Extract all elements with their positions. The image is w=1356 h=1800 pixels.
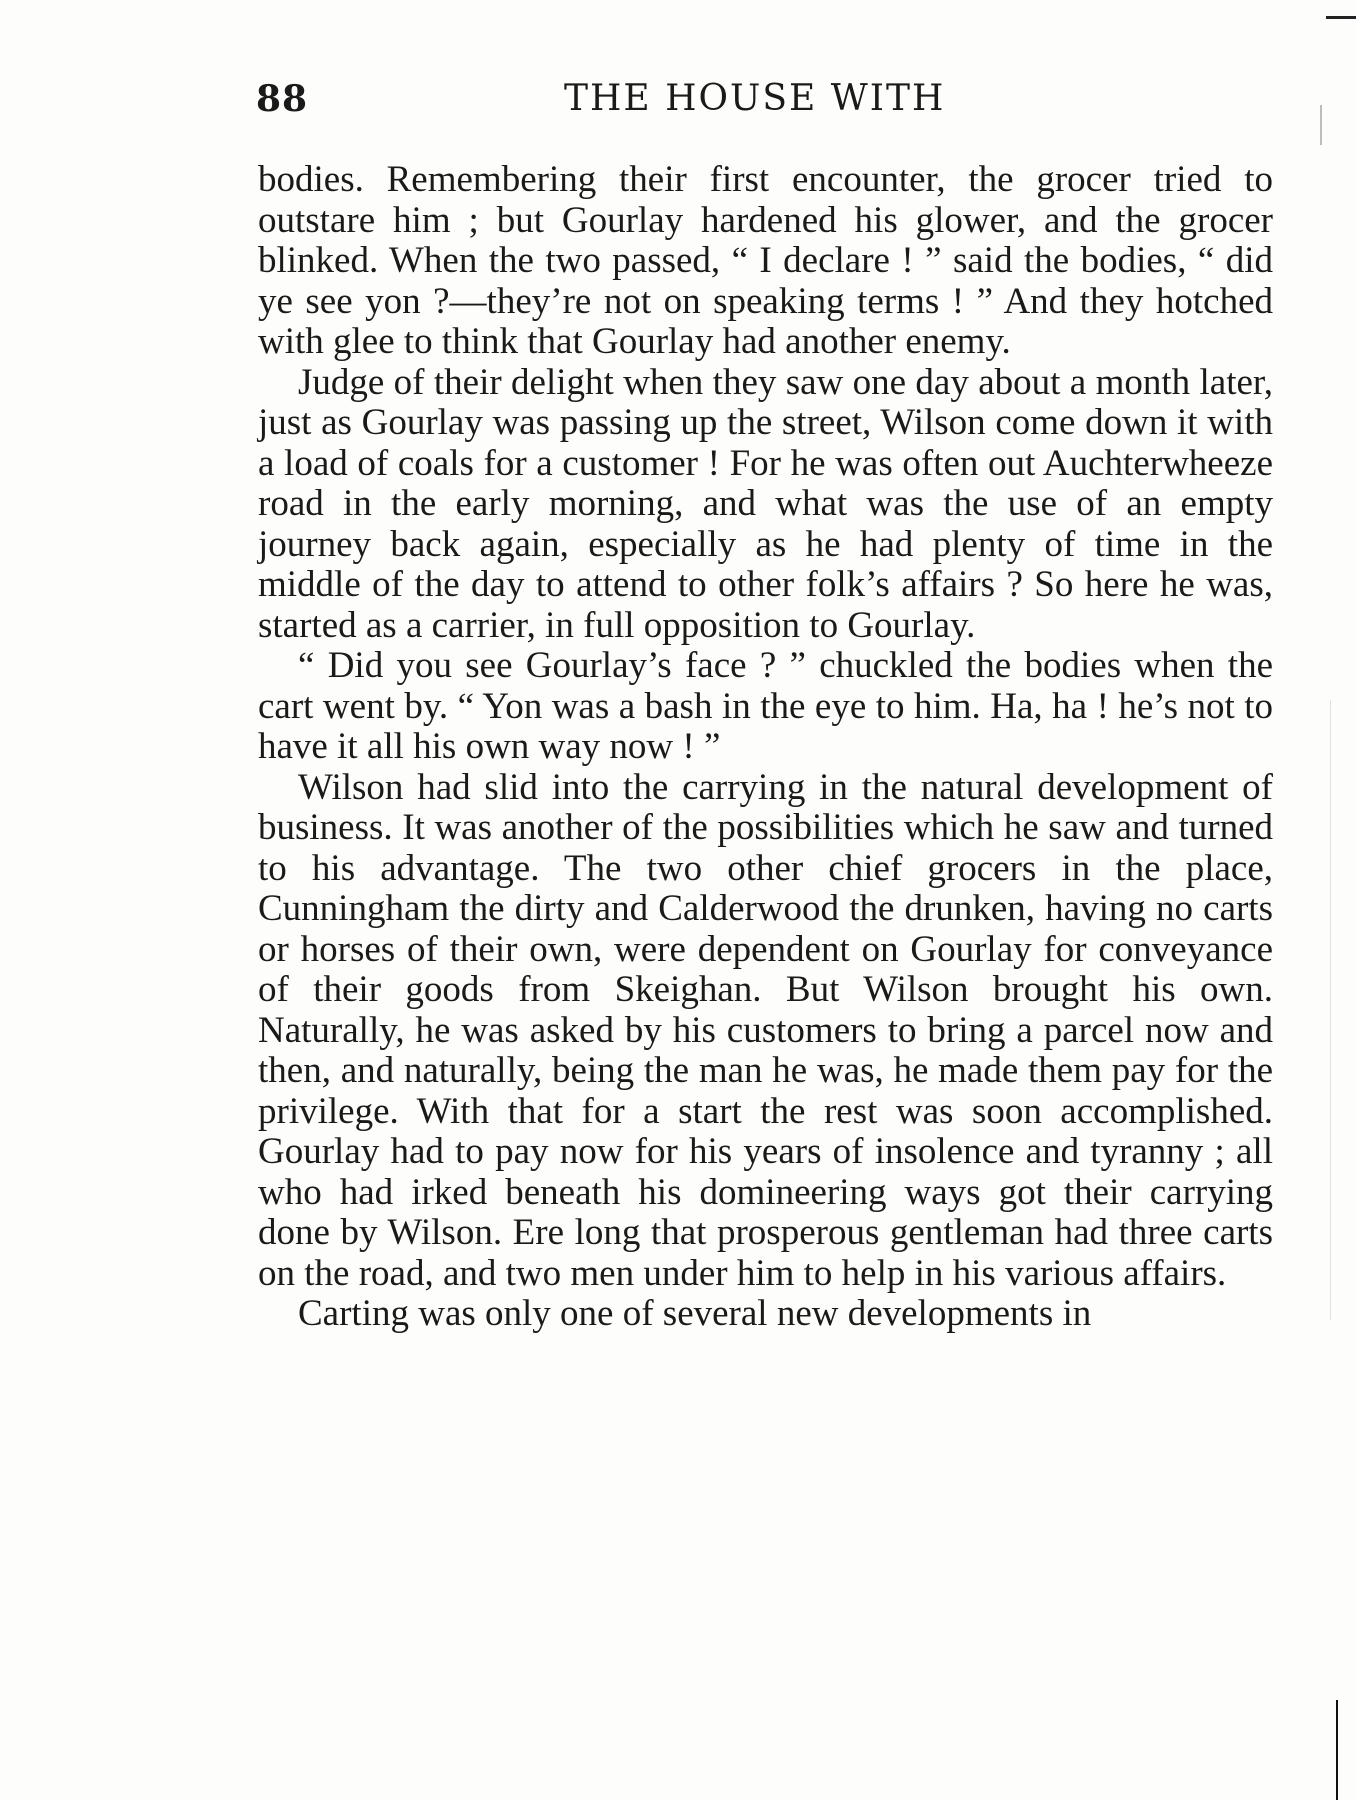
running-head: THE HOUSE WITH	[564, 78, 946, 119]
scan-edge-mark-top	[1320, 105, 1322, 145]
scan-edge-rule-bottom	[1336, 1700, 1338, 1800]
paragraph-3: “ Did you see Gourlay’s face ? ” chuckled the bodies when the cart went by. “ Yon was a bash in the eye to him. Ha, ha ! he’s not to have it all his own way now ! ”	[258, 645, 1273, 767]
body-text	[258, 160, 1273, 1335]
page-header	[256, 78, 1276, 128]
paragraph-5: Carting was only one of several new developments in	[298, 1293, 1092, 1334]
page-number: 88	[256, 78, 309, 120]
paragraph-4: Wilson had slid into the carrying in the natural development of business. It was another of the possibilities which he saw and turned to his advantage. The two other chief grocers in the place, Cunningham the dirty and Calderwood the drunken, having no carts or horses of their own, were dependent on Gourlay for conveyance of their goods from Skeighan. But Wilson brought his own. Naturally, he was asked by his customers to bring a parcel now and then, and naturally, being the man he was, he made them pay for the privilege. With that for a start the rest was soon accomplished. Gourlay had to pay now for his years of insolence and tyranny ; all who had irked beneath his domineering ways got their carrying done by Wilson. Ere long that prosperous gentleman had three carts on the road, and two men under him to help in his various affairs.	[258, 766, 1273, 1294]
scan-edge-mark-middle	[1330, 700, 1331, 1320]
scan-corner-mark	[1326, 16, 1356, 19]
paragraph-1: bodies. Remembering their first encounter, the grocer tried to outstare him ; but Gourlay hardened his glower, and the grocer blinked. When the two passed, “ I declare ! ” said the bodies, “ did ye see yon ?—they’re not on speaking terms ! ” And they hotched with glee to think that Gourlay had another enemy.	[258, 159, 1273, 362]
paragraph-2: Judge of their delight when they saw one day about a month later, just as Gourlay was passing up the street, Wilson come down it with a load of coals for a customer ! For he was often out Auchterwheeze road in the early morning, and what was the use of an empty journey back again, especially as he had plenty of time in the middle of the day to attend to other folk’s affairs ? So here he was, started as a carrier, in full opposition to Gourlay.	[258, 361, 1273, 646]
